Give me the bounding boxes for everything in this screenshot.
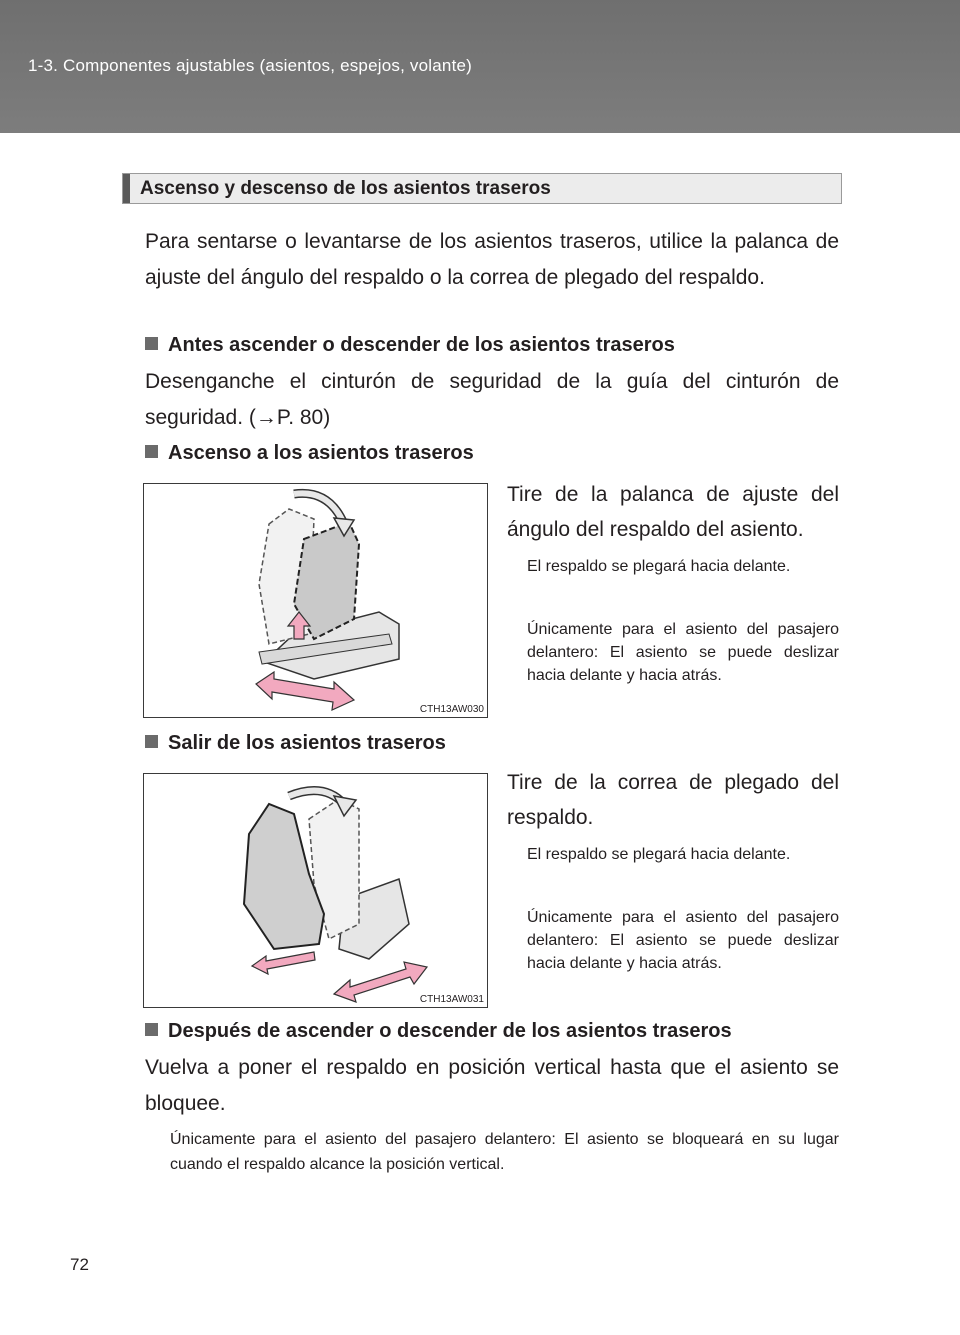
square-bullet-icon [145, 735, 158, 748]
figure-code: CTH13AW031 [419, 994, 484, 1005]
seat-lever-illustration [144, 484, 487, 717]
page-number: 72 [70, 1255, 89, 1274]
breadcrumb: 1-3. Componentes ajustables (asientos, espejos, volante) [28, 56, 473, 75]
subsection-heading-before [145, 334, 675, 357]
note-after: Únicamente para el asiento del pasajero delantero: El asiento se bloqueará en su lugar cuando el respaldo alcance la posición vertical. [170, 1131, 839, 1173]
instruction-exit: Tire de la correa de plegado del respaldo. [507, 771, 839, 829]
subsection-heading-after [145, 1020, 732, 1043]
subsection-text-before: Desenganche el cinturón de seguridad de la guía del cinturón de seguridad. (→P. 80) [145, 370, 839, 429]
note-exit-2: Únicamente para el asiento del pasajero delantero: El asiento se puede deslizar hacia delante y hacia atrás. [527, 909, 839, 972]
subsection-text-after: Vuelva a poner el respaldo en posición vertical hasta que el asiento se bloquee. [145, 1056, 839, 1115]
note-ascend-1: El respaldo se plegará hacia delante. [527, 558, 791, 575]
subsection-title: Salir de los asientos traseros [168, 732, 446, 754]
subsection-heading-ascend [145, 442, 474, 465]
note-ascend-2: Únicamente para el asiento del pasajero delantero: El asiento se puede deslizar hacia delante y hacia atrás. [527, 621, 839, 684]
subsection-title: Después de ascender o descender de los asientos traseros [168, 1020, 732, 1042]
seat-figure-ascend [143, 483, 488, 718]
note-exit-1: El respaldo se plegará hacia delante. [527, 846, 791, 863]
page-header [0, 0, 960, 133]
seat-strap-illustration [144, 774, 487, 1007]
square-bullet-icon [145, 445, 158, 458]
intro-paragraph: Para sentarse o levantarse de los asientos traseros, utilice la palanca de ajuste del ángulo del respaldo o la correa de plegado del respaldo. [145, 230, 839, 289]
figure-code: CTH13AW030 [419, 704, 484, 715]
seat-figure-exit [143, 773, 488, 1008]
subsection-title: Ascenso a los asientos traseros [168, 442, 474, 464]
subsection-title: Antes ascender o descender de los asientos traseros [168, 334, 675, 356]
section-title: Ascenso y descenso de los asientos traseros [140, 178, 551, 199]
square-bullet-icon [145, 1023, 158, 1036]
section-heading-box [122, 173, 842, 204]
square-bullet-icon [145, 337, 158, 350]
section-heading-bar [123, 174, 130, 203]
instruction-ascend: Tire de la palanca de ajuste del ángulo del respaldo del asiento. [507, 483, 839, 541]
subsection-heading-exit [145, 732, 446, 755]
